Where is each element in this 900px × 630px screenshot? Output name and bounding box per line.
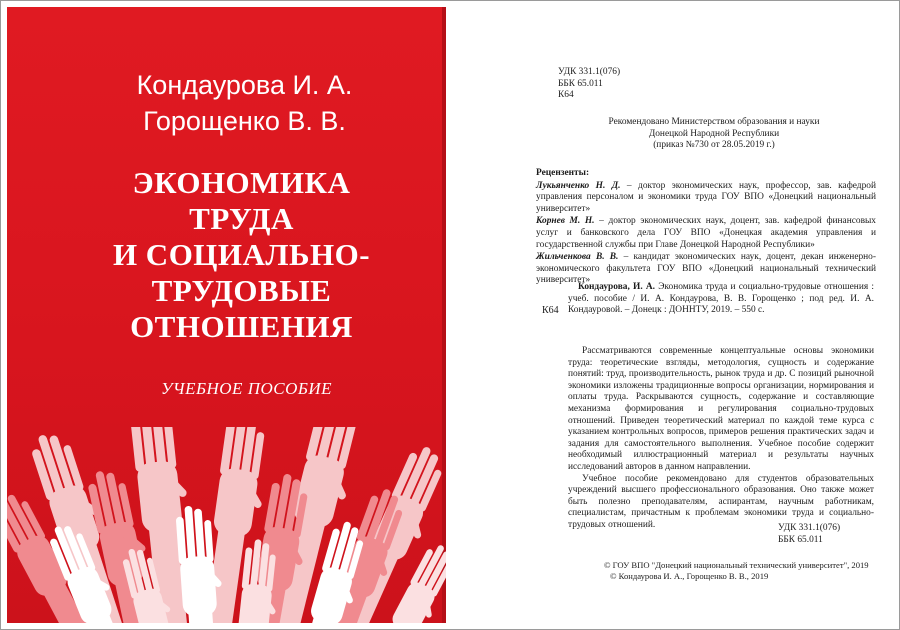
udk-code: УДК 331.1(076) <box>558 67 621 77</box>
annotation-paragraph: Рассматриваются современные концептуальные основы экономики труда: теоретические взгляды, методология, сущность и содержание понятий: труд, производительность, рынок труда и др. С позиций рыночной экономики изложены традиционные вопросы организации, нормирования и оплаты труда. Раскрываются сущность, содержание и составляющие механизма формирования и регулирования социально-трудовых отношений. Приведен теоретический материал по каждой теме курса с указанием контрольных вопросов, примеров решения практических задач и задания для самостоятельного выполнения. Учебное пособие содержит необходимый иллюстрационный материал и результаты научных исследований авторов в данном направлении. <box>568 346 874 472</box>
author-2: Горощенко В. В. <box>143 106 346 136</box>
title-line: ЭКОНОМИКА <box>132 165 351 200</box>
reviewer: Лукьянченко Н. Д. – доктор экономических наук, профессор, зав. кафедрой управления персоналом и экономики труда ГОУ ВПО «Донецкий национальный университет» <box>536 180 876 214</box>
raised-hands-icon <box>7 427 446 623</box>
annotation <box>568 346 874 532</box>
cover-authors <box>7 67 446 139</box>
author-sign-margin: К64 <box>542 305 559 316</box>
copyright-line: © ГОУ ВПО "Донецкий национальный технический университет", 2019 <box>604 560 869 570</box>
annotation-paragraph: Учебное пособие рекомендовано для студентов образовательных учреждений высшего профессионального образования. Оно также может быть полезно преподавателям, аспирантам, научным работникам, специалистам, причастным к проблемам экономики труда и социально-трудовых отношений. <box>568 473 874 530</box>
udk-block-bottom: УДК 331.1(076) ББК 65.011 <box>778 523 841 545</box>
cover-subtitle: УЧЕБНОЕ ПОСОБИЕ <box>160 379 333 398</box>
title-line: И СОЦИАЛЬНО- <box>112 237 371 272</box>
book-cover <box>7 7 446 623</box>
title-line: ОТНОШЕНИЯ <box>130 309 353 344</box>
bibliographic-record <box>568 282 874 317</box>
author-sign: К64 <box>558 90 574 101</box>
udk-block <box>558 67 678 102</box>
reviewers-heading: Рецензенты: <box>536 168 590 178</box>
title-line: ТРУДА <box>189 201 294 236</box>
cover-title <box>7 165 446 345</box>
reviewer: Корнев М. Н. – доктор экономических наук, доцент, зав. кафедрой финансовых услуг и банковского дела ГОУ ВПО «Донецкая академия управления и государственной службы при Главе Донецкой Народной Республики» <box>536 216 876 250</box>
biblio-text: Экономика труда и социально-трудовые отношения : учеб. пособие / И. А. Кондаурова, В. В. Горощенко ; под ред. И. А. Кондауровой. – Донецк : ДОННТУ, 2019. – 550 с. <box>568 282 874 316</box>
reviewer: Жильченкова В. В. – кандидат экономических наук, доцент, декан инженерно-экономического факультета ГОУ ВПО «Донецкий национальный технический университет» <box>536 252 876 286</box>
bbk-code: ББК 65.011 <box>558 78 603 89</box>
reviewers-block <box>536 168 876 288</box>
author-1: Кондаурова И. А. <box>136 70 353 100</box>
biblio-author: Кондаурова, И. А. <box>578 282 656 292</box>
recommendation: Рекомендовано Министерством образования и науки Донецкой Народной Республики (приказ №730 от 28.05.2019 г.) <box>608 117 820 151</box>
copyright-block <box>604 560 884 581</box>
copyright-line: © Кондаурова И. А., Горощенко В. В., 2019 <box>610 570 769 581</box>
title-line: ТРУДОВЫЕ <box>151 273 332 308</box>
imprint-page <box>454 7 892 623</box>
